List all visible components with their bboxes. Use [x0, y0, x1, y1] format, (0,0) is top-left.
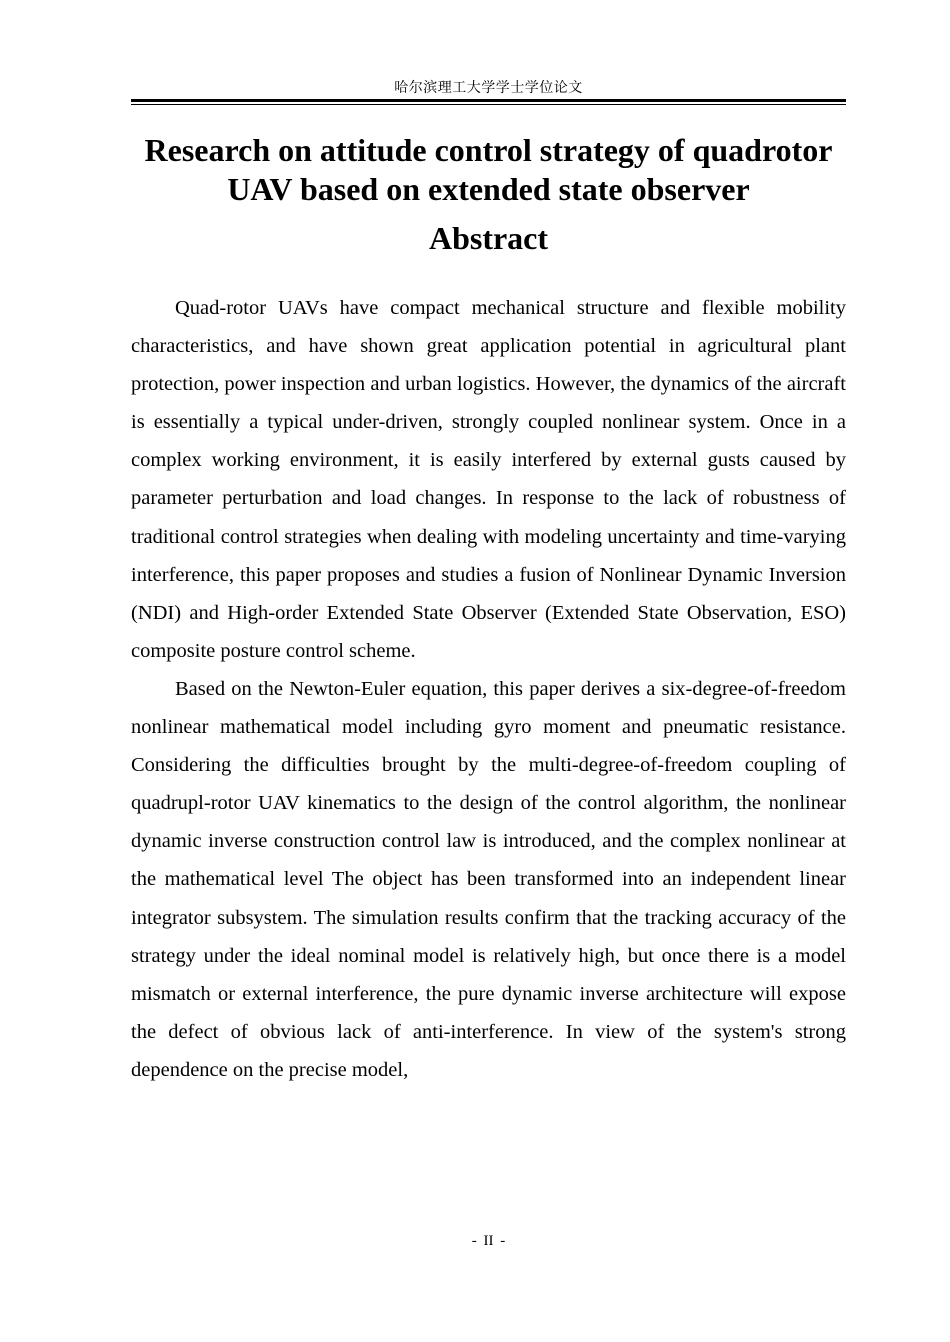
thesis-title [120, 131, 857, 209]
abstract-body [131, 289, 846, 1089]
thesis-title-line-1: Research on attitude control strategy of quadrotor [144, 132, 833, 168]
header-rule-thick [131, 99, 846, 102]
running-header: 哈尔滨理工大学学士学位论文 [394, 80, 583, 96]
page-number: - II - [471, 1233, 506, 1249]
header-rule-thin [131, 104, 846, 105]
abstract-paragraph-2: Based on the Newton-Euler equation, this paper derives a six-degree-of-freedom nonlinear mathematical model including gyro moment and pneumatic resistance. Considering the difficulties brought by the multi-degree-of-freedom coupling of quadrupl-rotor UAV kinematics to the design of the control algorithm, the nonlinear dynamic inverse construction control law is introduced, and the complex nonlinear at the mathematical level The object has been transformed into an independent linear integrator subsystem. The simulation results confirm that the tracking accuracy of the strategy under the ideal nominal model is relatively high, but once there is a model mismatch or external interference, the pure dynamic inverse architecture will expose the defect of obvious lack of anti-interference. In view of the system's strong dependence on the precise model, [131, 677, 846, 1081]
abstract-heading: Abstract [428, 220, 549, 256]
thesis-title-line-2: UAV based on extended state observer [227, 171, 750, 207]
abstract-paragraph-1: Quad-rotor UAVs have compact mechanical structure and flexible mobility characteristics, and have shown great application potential in agricultural plant protection, power inspection and urban logistics. However, the dynamics of the aircraft is essentially a typical under-driven, strongly coupled nonlinear system. Once in a complex working environment, it is easily interfered by external gusts caused by parameter perturbation and load changes. In response to the lack of robustness of traditional control strategies when dealing with modeling uncertainty and time-varying interference, this paper proposes and studies a fusion of Nonlinear Dynamic Inversion (NDI) and High-order Extended State Observer (Extended State Observation, ESO) composite posture control scheme. [131, 297, 846, 662]
